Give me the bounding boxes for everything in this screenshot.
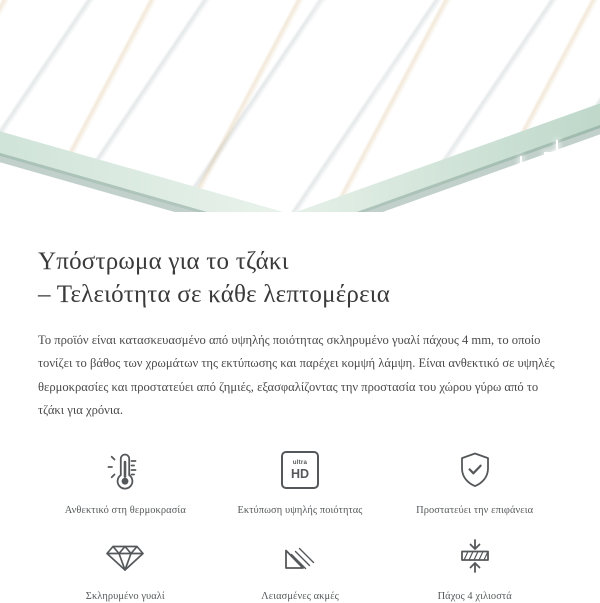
smooth-edges-icon: [272, 530, 328, 582]
feature-label-thickness: Πάχος 4 χιλιοστά: [437, 590, 512, 602]
diamond-icon: [97, 530, 153, 582]
content-area: [0, 212, 600, 603]
feature-label-tempered-glass: Σκληρυμένο γυαλί: [85, 590, 165, 602]
feature-label-surface-protection: Προστατεύει την επιφάνεια: [416, 505, 534, 517]
feature-grid: [38, 444, 562, 603]
feature-label-smooth-edges: Λειασμένες ακμές: [261, 590, 339, 602]
feature-label-temperature: Ανθεκτικό στη θερμοκρασία: [64, 505, 186, 517]
feature-item-surface-protection: [387, 444, 562, 518]
page-title: [38, 246, 562, 311]
feature-item-thickness: [387, 530, 562, 603]
body-paragraph: Το προϊόν είναι κατασκευασμένο από υψηλής ποιότητας σκληρυμένο γυαλί πάχους 4 mm, το οποίο τονίζει το βάθος των χρωμάτων της εκτύπωσης και παρέχει κομψή λάμψη. Είναι ανθεκτικό σε υψηλές θερμοκρασίες και προστατεύει από ζημιές, εξασφαλίζοντας την προστασία του χώρου γύρω από το τζάκι για χρόνια.: [38, 333, 555, 417]
thickness-arrows-icon: [447, 530, 503, 582]
thermometer-icon: [97, 444, 153, 496]
hero-image: [0, 0, 600, 212]
feature-item-temperature: [38, 444, 213, 518]
feature-label-print-quality: Εκτύπωση υψηλής ποιότητας: [237, 505, 363, 517]
feature-item-tempered-glass: [38, 530, 213, 603]
feature-item-print-quality: [213, 444, 388, 518]
feature-item-smooth-edges: [213, 530, 388, 603]
hero-image-inner: [0, 0, 600, 212]
page-title-line-1: Υπόστρωμα για το τζάκι: [38, 248, 289, 275]
ultra-hd-badge-top: ultra: [292, 459, 308, 467]
page-title-line-2: – Τελειότητα σε κάθε λεπτομέρεια: [38, 280, 391, 308]
ultra-hd-badge: [281, 451, 319, 489]
ultra-hd-badge-bottom: HD: [290, 466, 310, 481]
shield-check-icon: [447, 444, 503, 496]
ultra-hd-badge-icon: [272, 444, 328, 496]
